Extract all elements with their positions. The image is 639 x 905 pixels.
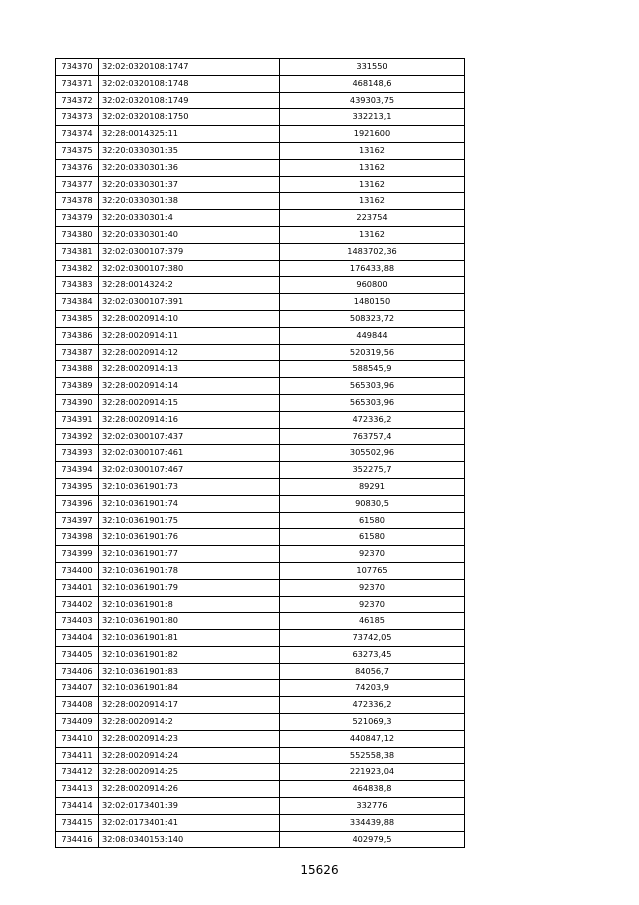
row-id-cell: 734391 (56, 411, 99, 428)
row-id-cell: 734415 (56, 814, 99, 831)
cadastral-number-cell: 32:28:0014324:2 (99, 277, 280, 294)
row-id-cell: 734372 (56, 92, 99, 109)
row-id-cell: 734370 (56, 59, 99, 76)
cadastral-number-cell: 32:10:0361901:84 (99, 680, 280, 697)
table-body (56, 59, 465, 848)
cadastral-number-cell: 32:02:0300107:461 (99, 445, 280, 462)
value-cell: 352275,7 (280, 462, 465, 479)
cadastral-number-cell: 32:28:0020914:11 (99, 327, 280, 344)
table-row (56, 243, 465, 260)
row-id-cell: 734405 (56, 646, 99, 663)
value-cell: 520319,56 (280, 344, 465, 361)
value-cell: 331550 (280, 59, 465, 76)
cadastral-number-cell: 32:10:0361901:80 (99, 613, 280, 630)
row-id-cell: 734410 (56, 730, 99, 747)
value-cell: 508323,72 (280, 310, 465, 327)
table-row (56, 344, 465, 361)
value-cell: 472336,2 (280, 411, 465, 428)
cadastral-number-cell: 32:20:0330301:35 (99, 142, 280, 159)
table-row (56, 663, 465, 680)
value-cell: 13162 (280, 159, 465, 176)
cadastral-number-cell: 32:28:0020914:12 (99, 344, 280, 361)
row-id-cell: 734400 (56, 562, 99, 579)
cadastral-number-cell: 32:20:0330301:37 (99, 176, 280, 193)
table-row (56, 126, 465, 143)
value-cell: 552558,38 (280, 747, 465, 764)
value-cell: 565303,96 (280, 378, 465, 395)
table-row (56, 92, 465, 109)
value-cell: 1480150 (280, 294, 465, 311)
cadastral-number-cell: 32:02:0173401:41 (99, 814, 280, 831)
table-row (56, 210, 465, 227)
value-cell: 46185 (280, 613, 465, 630)
value-cell: 221923,04 (280, 764, 465, 781)
value-cell: 84056,7 (280, 663, 465, 680)
table-row (56, 596, 465, 613)
value-cell: 89291 (280, 478, 465, 495)
table-row (56, 310, 465, 327)
cadastral-number-cell: 32:10:0361901:74 (99, 495, 280, 512)
value-cell: 73742,05 (280, 630, 465, 647)
value-cell: 763757,4 (280, 428, 465, 445)
row-id-cell: 734375 (56, 142, 99, 159)
cadastral-number-cell: 32:20:0330301:36 (99, 159, 280, 176)
value-cell: 472336,2 (280, 697, 465, 714)
value-cell: 1921600 (280, 126, 465, 143)
value-cell: 468148,6 (280, 75, 465, 92)
row-id-cell: 734389 (56, 378, 99, 395)
table-row (56, 613, 465, 630)
cadastral-number-cell: 32:02:0320108:1748 (99, 75, 280, 92)
table-row (56, 75, 465, 92)
table-row (56, 176, 465, 193)
row-id-cell: 734406 (56, 663, 99, 680)
cadastral-number-cell: 32:10:0361901:79 (99, 579, 280, 596)
row-id-cell: 734382 (56, 260, 99, 277)
row-id-cell: 734380 (56, 226, 99, 243)
cadastral-number-cell: 32:10:0361901:8 (99, 596, 280, 613)
row-id-cell: 734403 (56, 613, 99, 630)
cadastral-number-cell: 32:28:0020914:26 (99, 781, 280, 798)
row-id-cell: 734409 (56, 714, 99, 731)
value-cell: 92370 (280, 579, 465, 596)
row-id-cell: 734386 (56, 327, 99, 344)
table-row (56, 159, 465, 176)
value-cell: 332213,1 (280, 109, 465, 126)
table-row (56, 361, 465, 378)
table-row (56, 478, 465, 495)
row-id-cell: 734393 (56, 445, 99, 462)
cadastral-number-cell: 32:02:0300107:380 (99, 260, 280, 277)
cadastral-number-cell: 32:10:0361901:78 (99, 562, 280, 579)
table-row (56, 226, 465, 243)
value-cell: 305502,96 (280, 445, 465, 462)
cadastral-number-cell: 32:02:0320108:1747 (99, 59, 280, 76)
row-id-cell: 734416 (56, 831, 99, 848)
table-row (56, 142, 465, 159)
table-row (56, 512, 465, 529)
table-row (56, 697, 465, 714)
table-row (56, 378, 465, 395)
row-id-cell: 734373 (56, 109, 99, 126)
row-id-cell: 734413 (56, 781, 99, 798)
row-id-cell: 734414 (56, 798, 99, 815)
table-row (56, 445, 465, 462)
value-cell: 90830,5 (280, 495, 465, 512)
value-cell: 13162 (280, 142, 465, 159)
table-row (56, 646, 465, 663)
table-row (56, 411, 465, 428)
value-cell: 439303,75 (280, 92, 465, 109)
value-cell: 61580 (280, 512, 465, 529)
row-id-cell: 734371 (56, 75, 99, 92)
cadastral-number-cell: 32:10:0361901:73 (99, 478, 280, 495)
row-id-cell: 734399 (56, 546, 99, 563)
row-id-cell: 734397 (56, 512, 99, 529)
table-row (56, 680, 465, 697)
table-row (56, 109, 465, 126)
row-id-cell: 734394 (56, 462, 99, 479)
table-row (56, 630, 465, 647)
table-row (56, 59, 465, 76)
row-id-cell: 734398 (56, 529, 99, 546)
value-cell: 521069,3 (280, 714, 465, 731)
cadastral-number-cell: 32:02:0300107:467 (99, 462, 280, 479)
value-cell: 13162 (280, 176, 465, 193)
table-row (56, 193, 465, 210)
table-row (56, 579, 465, 596)
table-row (56, 798, 465, 815)
cadastral-number-cell: 32:02:0300107:379 (99, 243, 280, 260)
value-cell: 332776 (280, 798, 465, 815)
table-row (56, 260, 465, 277)
row-id-cell: 734376 (56, 159, 99, 176)
cadastral-number-cell: 32:02:0173401:39 (99, 798, 280, 815)
row-id-cell: 734411 (56, 747, 99, 764)
row-id-cell: 734377 (56, 176, 99, 193)
cadastral-number-cell: 32:08:0340153:140 (99, 831, 280, 848)
row-id-cell: 734388 (56, 361, 99, 378)
table-row (56, 529, 465, 546)
page-number: 15626 (300, 863, 339, 877)
row-id-cell: 734384 (56, 294, 99, 311)
cadastral-number-cell: 32:28:0020914:25 (99, 764, 280, 781)
row-id-cell: 734392 (56, 428, 99, 445)
cadastral-number-cell: 32:10:0361901:82 (99, 646, 280, 663)
table-row (56, 781, 465, 798)
table-row (56, 394, 465, 411)
value-cell: 565303,96 (280, 394, 465, 411)
table-row (56, 764, 465, 781)
table-row (56, 327, 465, 344)
cadastral-number-cell: 32:28:0020914:13 (99, 361, 280, 378)
cadastral-number-cell: 32:20:0330301:38 (99, 193, 280, 210)
cadastral-number-cell: 32:28:0020914:23 (99, 730, 280, 747)
row-id-cell: 734379 (56, 210, 99, 227)
row-id-cell: 734390 (56, 394, 99, 411)
table-row (56, 462, 465, 479)
row-id-cell: 734401 (56, 579, 99, 596)
value-cell: 464838,8 (280, 781, 465, 798)
table-row (56, 546, 465, 563)
value-cell: 402979,5 (280, 831, 465, 848)
cadastral-number-cell: 32:28:0020914:10 (99, 310, 280, 327)
table-row (56, 277, 465, 294)
row-id-cell: 734412 (56, 764, 99, 781)
cadastral-number-cell: 32:20:0330301:40 (99, 226, 280, 243)
cadastral-number-cell: 32:10:0361901:75 (99, 512, 280, 529)
cadastral-number-cell: 32:28:0020914:15 (99, 394, 280, 411)
value-cell: 13162 (280, 193, 465, 210)
table-row (56, 294, 465, 311)
value-cell: 1483702,36 (280, 243, 465, 260)
value-cell: 61580 (280, 529, 465, 546)
cadastral-number-cell: 32:28:0020914:24 (99, 747, 280, 764)
table-row (56, 747, 465, 764)
value-cell: 176433,88 (280, 260, 465, 277)
value-cell: 960800 (280, 277, 465, 294)
row-id-cell: 734402 (56, 596, 99, 613)
cadastral-number-cell: 32:02:0300107:391 (99, 294, 280, 311)
value-cell: 74203,9 (280, 680, 465, 697)
cadastral-number-cell: 32:10:0361901:77 (99, 546, 280, 563)
value-cell: 92370 (280, 546, 465, 563)
row-id-cell: 734395 (56, 478, 99, 495)
table-row (56, 814, 465, 831)
cadastral-number-cell: 32:02:0300107:437 (99, 428, 280, 445)
row-id-cell: 734396 (56, 495, 99, 512)
table-row (56, 495, 465, 512)
table-row (56, 562, 465, 579)
cadastral-number-cell: 32:10:0361901:76 (99, 529, 280, 546)
row-id-cell: 734385 (56, 310, 99, 327)
cadastral-number-cell: 32:02:0320108:1749 (99, 92, 280, 109)
cadastral-number-cell: 32:28:0020914:14 (99, 378, 280, 395)
row-id-cell: 734374 (56, 126, 99, 143)
value-cell: 13162 (280, 226, 465, 243)
row-id-cell: 734383 (56, 277, 99, 294)
table-row (56, 428, 465, 445)
cadastral-number-cell: 32:10:0361901:81 (99, 630, 280, 647)
table-row (56, 714, 465, 731)
row-id-cell: 734407 (56, 680, 99, 697)
value-cell: 334439,88 (280, 814, 465, 831)
value-cell: 449844 (280, 327, 465, 344)
cadastral-number-cell: 32:28:0020914:17 (99, 697, 280, 714)
row-id-cell: 734404 (56, 630, 99, 647)
row-id-cell: 734408 (56, 697, 99, 714)
cadastral-number-cell: 32:10:0361901:83 (99, 663, 280, 680)
value-cell: 63273,45 (280, 646, 465, 663)
value-cell: 107765 (280, 562, 465, 579)
cadastral-number-cell: 32:20:0330301:4 (99, 210, 280, 227)
table-row (56, 831, 465, 848)
cadastral-number-cell: 32:28:0014325:11 (99, 126, 280, 143)
value-cell: 588545,9 (280, 361, 465, 378)
value-cell: 92370 (280, 596, 465, 613)
cadastral-number-cell: 32:28:0020914:16 (99, 411, 280, 428)
row-id-cell: 734378 (56, 193, 99, 210)
cadastral-value-table (55, 58, 465, 848)
value-cell: 223754 (280, 210, 465, 227)
cadastral-number-cell: 32:02:0320108:1750 (99, 109, 280, 126)
cadastral-number-cell: 32:28:0020914:2 (99, 714, 280, 731)
row-id-cell: 734381 (56, 243, 99, 260)
row-id-cell: 734387 (56, 344, 99, 361)
table-row (56, 730, 465, 747)
value-cell: 440847,12 (280, 730, 465, 747)
